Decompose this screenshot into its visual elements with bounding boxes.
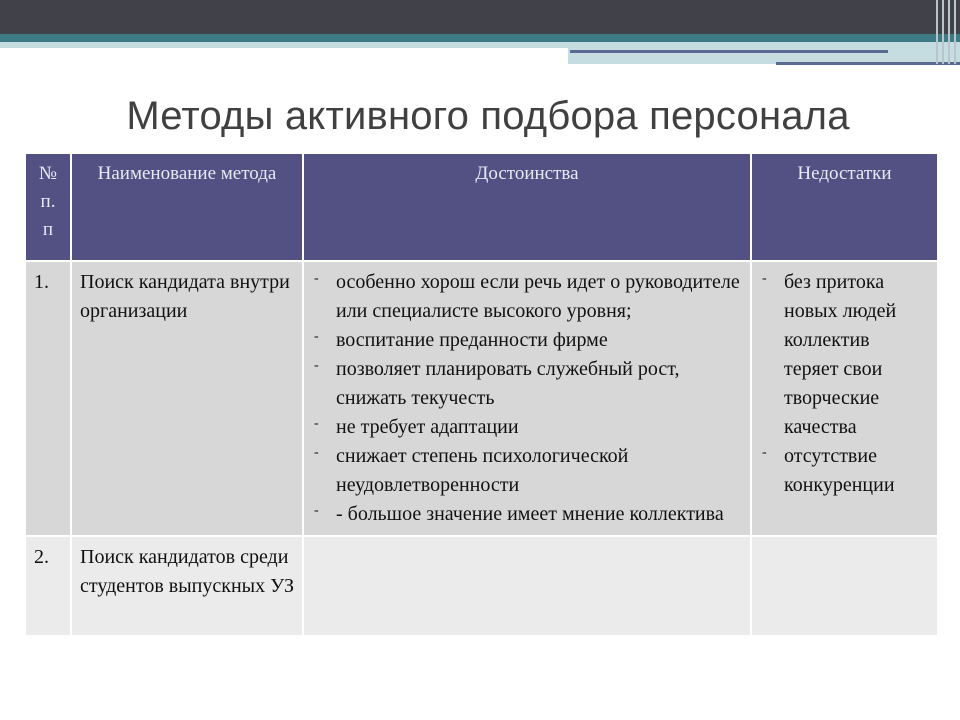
disadvantages-cell [752,537,937,635]
advantages-cell [304,537,750,635]
disadvantage-item: - отсутствие конкуренции [760,442,929,500]
table-row [26,262,937,535]
header-line-navy [570,50,888,53]
advantage-item: - позволяет планировать служебный рост, снижать текучесть [312,355,742,413]
header-advantages: Достоинства [304,154,750,260]
method-name: Поиск кандидата внутри организации [72,262,302,535]
row-number: 2. [26,537,70,635]
method-name: Поиск кандидатов среди студентов выпускных УЗ [72,537,302,635]
header-disadvantages: Недостатки [752,154,937,260]
header-name: Наименование метода [72,154,302,260]
disadvantage-item: - без притока новых людей коллектив теряет свои творческие качества [760,268,929,442]
advantages-cell [304,262,750,535]
advantage-item: - - большое значение имеет мнение коллектива [312,500,742,529]
row-number: 1. [26,262,70,535]
header-line-navy-short [776,62,960,65]
header-num: № п. п [26,154,70,260]
table-header-row [26,154,937,260]
advantage-item: - воспитание преданности фирме [312,326,742,355]
header-bar-teal [0,34,960,42]
slide-title: Методы активного подбора персонала [126,94,850,138]
table-row [26,537,937,635]
header-bar-light-right [568,42,960,64]
header-bar-light [0,42,568,48]
advantage-item: - снижает степень психологической неудовлетворенности [312,442,742,500]
advantage-item: - не требует адаптации [312,413,742,442]
methods-table [24,152,939,637]
header-bar-dark [0,0,960,34]
advantage-item: - особенно хорош если речь идет о руководителе или специалисте высокого уровня; [312,268,742,326]
header-stripes [934,0,960,64]
disadvantages-cell [752,262,937,535]
